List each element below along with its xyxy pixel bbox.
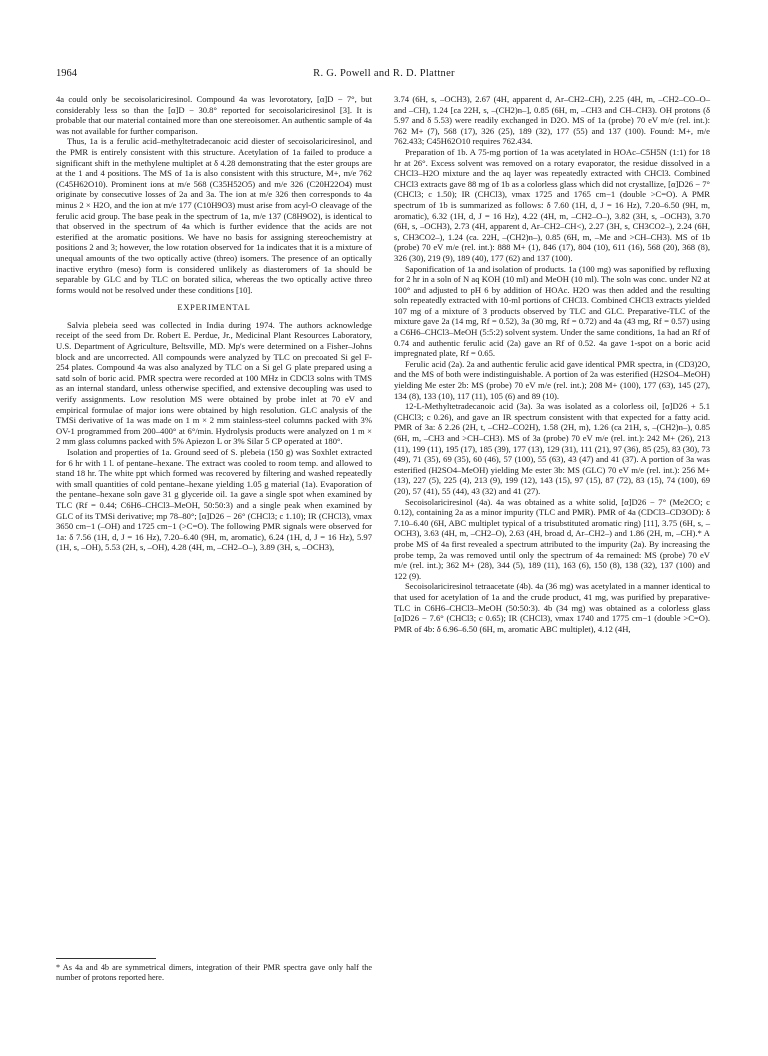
left-column <box>56 94 372 553</box>
running-head-authors: R. G. Powell and R. D. Plattner <box>313 68 455 79</box>
running-header <box>56 68 712 84</box>
section-heading: EXPERIMENTAL <box>177 303 251 313</box>
footnote-divider <box>56 958 156 959</box>
paragraph: 4a could only be secoisolariciresinol. Compound 4a was levorotatory, [α]D − 7°, but considerably less so than the [α]D − 30.8° reported for secoisolariciresinol [3]. It is probable that our material contained more than one stereoisomer. An authentic sample of 4a was not available for further comparison. <box>56 94 372 136</box>
paragraph: Salvia plebeia seed was collected in India during 1974. The authors acknowledge receipt of the seed from Dr. Robert E. Perdue, Jr., Medicinal Plant Resources Laboratory, U.S. Department of Agriculture, Beltsville, MD. Mp's were determined on a Fisher–Johns block and are uncorrected. All compounds were analyzed by TLC on precoated Si gel F-254 plates. Compound 4a was also analyzed by TLC on a Si gel G plate prepared using a satd soln of boric acid. PMR spectra were recorded at 100 MHz in CDCl3 solns with TMS as an internal standard, unless otherwise specified, and extensive decoupling was used to verify assignments. Low resolution MS were obtained by probe inlet at 70 eV and empirical formulae of major ions were obtained by high resolution. GLC analysis of the TMSi derivative of 1a was made on 1 m × 2 mm stainless-steel columns packed with 3% OV-1 programmed from 200–400° at 6°/min. Hydrolysis products were analyzed on 1 m × 2 mm glass columns packed with 5% Apiezon L or 3% Silar 5 CP operated at 180°. <box>56 319 372 447</box>
paragraph: 3.74 (6H, s, –OCH3), 2.67 (4H, apparent d, Ar–CH2–CH), 2.25 (4H, m, –CH2–CO–O– and –CH), 1.24 [ca 22H, s, –(CH2)n–], 0.85 (6H, m, –CH3 and CH–CH3). OH protons (δ 5.97 and δ 5.53) were readily exchanged in D2O. MS of 1a (probe) 70 eV m/e (rel. int.): 762 M+ (7), 568 (17), 326 (25), 189 (32), 177 (55) and 137 (100). Found: M+, m/e 762.433; C45H62O10 requires 762.434. <box>394 94 710 147</box>
paragraph: 12-L-Methyltetradecanoic acid (3a). 3a was isolated as a colorless oil, [α]D26 + 5.1 (CHCl3; c 0.26), and gave an IR spectrum consistent with that expected for a fatty acid. PMR of 3a: δ 2.26 (2H, t, –CH2–CO2H), 1.58 (2H, m), 1.26 (ca 21H, s, –(CH2)n–), 0.85 (6H, m, –CH3 and >CH–CH3). MS of 3a (probe) 70 eV m/e (rel. int.): 242 M+ (26), 213 (11), 199 (11), 195 (17), 185 (39), 177 (13), 129 (31), 111 (21), 97 (36), 85 (25), 83 (30), 73 (49), 71 (35), 69 (35), 60 (46), 57 (100), 55 (63), 43 (47) and 41 (37). A portion of 3a was esterified (H2SO4–MeOH) yielding Me ester 3b: MS (GLC) 70 eV m/e (rel. int.): 256 M+ (13), 227 (5), 225 (4), 213 (9), 199 (12), 143 (15), 97 (15), 87 (72), 83 (15), 74 (100), 69 (20), 57 (41), 55 (44), 43 (32) and 41 (27). <box>394 401 710 496</box>
paragraph: Ferulic acid (2a). 2a and authentic ferulic acid gave identical PMR spectra, in (CD3)2O, and the MS of both were indistinguishable. A portion of 2a was esterified (H2SO4–MeOH) yielding Me ester 2b: MS (probe) 70 eV m/e (rel. int.); 208 M+ (100), 177 (63), 145 (27), 134 (8), 133 (10), 117 (11), 105 (6) and 89 (10). <box>394 358 710 401</box>
paragraph: Saponification of 1a and isolation of products. 1a (100 mg) was saponified by refluxing for 2 hr in a soln of N aq KOH (10 ml) and MeOH (10 ml). The soln was conc. under N2 at 100° and adjusted to pH 6 by addition of HOAc. H2O was then added and the resulting soln repeatedly extracted with 10-ml portions of CHCl3. Combined CHCl3 extracts yielded 107 mg of a mixture of 3 products observed by TLC and GLC. Preparative-TLC of the mixture gave 2a (14 mg, Rf = 0.52), 3a (30 mg, Rf = 0.72) and 4a (43 mg, Rf = 0.57) using a C6H6–CHCl3–MeOH (5:5:2) solvent system. Under the same conditions, 1a had an Rf of 0.74 and authentic ferulic acid (2a) gave an Rf of 0.52. 4a gave 1-spot on a boric acid impregnated plate, Rf = 0.65. <box>394 263 710 359</box>
paragraph: Thus, 1a is a ferulic acid–methyltetradecanoic acid diester of secoisolariciresinol, and the PMR is entirely consistent with this structure. Acetylation of 1a failed to produce a significant shift in the methylene multiplet at δ 4.28 demonstrating that the ester groups are at the 1 and 4 positions. The MS of 1a is also consistent with this structure, M+, m/e 762 (C45H62O10). Prominent ions at m/e 568 (C35H52O5) and m/e 326 (C20H22O4) must originate by consecutive losses of 2a and 3a. The ion at m/e 326 then corresponds to 4a minus 2 × H2O, and the ion at m/e 177 (C10H9O3) must arise from acyl-O cleavage of the ferulic acid group. The base peak in the spectrum of 1a, m/e 137 (C8H9O2), is identical to that observed in the spectrum of 4a which is further evidence that the acids are not esterified at the aromatic positions. We have no basis for assigning stereochemistry at positions 2 and 3; however, the low rotation observed for 1a indicates that it is a mixture of unequal amounts of the two optically active (threo) isomers. The presence of an optically inactive erythro (meso) form is considered unlikely as diasteromers of 1a should be separable by GLC and by TLC on borated silica, whereas the two optically active threo forms would not be resolved under these conditions [10]. <box>56 136 372 295</box>
page-number: 1964 <box>56 68 77 79</box>
paragraph: Secoisolariciresinol tetraacetate (4b). 4a (36 mg) was acetylated in a manner identical to that used for acetylation of 1a and the crude product, 41 mg, was purified by preparative-TLC in C6H6–CHCl3–MeOH (50:50:3). 4b (34 mg) was obtained as a colorless glass [α]D26 − 7.6° (CHCl3; c 0.65); IR (CHCl3), νmax 1740 and 1775 cm−1 (double >C=O). PMR of 4b: δ 6.96–6.50 (6H, m, aromatic ABC multiplet), 4.12 (4H, <box>394 581 710 634</box>
paragraph: Secoisolariciresinol (4a). 4a was obtained as a white solid, [α]D26 − 7° (Me2CO; c 0.12), containing 2a as a minor impurity (TLC and PMR). PMR of 4a (CDCl3–CD3OD): δ 7.10–6.40 (6H, ABC multiplet typical of a trisubstituted aromatic ring) [11], 3.75 (6H, s, –OCH3), 3.63 (4H, m, –CH2–O), 2.63 (4H, broad d, Ar–CH2–) and 1.86 (2H, m, –CH).* A probe MS of 4a first revealed a spectrum attributed to the impurity (2a). By increasing the probe temp, 2a was removed until only the spectrum of 4a remained: MS (probe) 70 eV m/e (rel. int.); 362 M+ (28), 344 (5), 189 (11), 163 (6), 150 (8), 138 (32), 137 (100) and 122 (9). <box>394 496 710 581</box>
right-column <box>394 94 710 634</box>
paragraph: Preparation of 1b. A 75-mg portion of 1a was acetylated in HOAc–C5H5N (1:1) for 18 hr at 26°. Excess solvent was removed on a rotary evaporator, the residue dissolved in a CHCl3–H2O mixture and the aq layer was repeatedly extracted with CHCl3. Combined CHCl3 extracts gave 88 mg of 1b as a colorless glass which did not crystallize, [α]D26 − 7° (CHCl3; c 1.50); IR (CHCl3), νmax 1725 and 1765 cm−1 (double >C=O). A PMR spectrum of 1b is summarized as follows: δ 7.60 (1H, d, J = 16 Hz), 7.20–6.50 (9H, m, aromatic), 6.32 (1H, d, J = 16 Hz), 4.22 (4H, m, –CH2–O–), 3.82 (3H, s, –OCH3), 3.70 (6H, s, –OCH3), 2.73 (4H, apparent d, Ar–CH2–CH<), 2.27 (3H, s, CH3CO2–), 2.24 (6H, s, CH3CO2–), 1.24 (ca. 22H, –(CH2)n–), 0.85 (6H, m, –Me and >CH–CH3). MS of 1b (probe) 70 eV m/e (rel. int.): 888 M+ (1), 846 (17), 804 (10), 611 (16), 568 (20), 368 (8), 326 (30), 219 (9), 189 (40), 177 (62) and 137 (100). <box>394 146 710 263</box>
footnote: * As 4a and 4b are symmetrical dimers, integration of their PMR spectra gave only half the number of protons reported here. <box>56 963 372 983</box>
paragraph: Isolation and properties of 1a. Ground seed of S. plebeia (150 g) was Soxhlet extracted for 6 hr with 1 l. of pentane–hexane. The extract was cooled to room temp. and allowed to stand 18 hr. The white ppt which formed was recovered by filtering and washed repeatedly with small quantities of cold pentane–hexane yielding 1.05 g material (1a). Evaporation of the pentane–hexane soln gave 31 g glyceride oil. 1a gave a single spot when examined by TLC (Rf = 0.44; C6H6–CHCl3–MeOH, 50:50:3) and a single peak when examined by GLC of its TMSi derivative; mp 78–80°; [α]D26 − 26° (CHCl3; c 1.10); IR (CHCl3), νmax 3650 cm−1 (–OH) and 1725 cm−1 (>C=O). The following PMR signals were observed for 1a: δ 7.56 (1H, d, J = 16 Hz), 7.20–6.40 (9H, m, aromatic), 6.24 (1H, d, J = 16 Hz), 5.97 (1H, s, –OH), 5.53 (2H, s, –OH), 4.28 (4H, m, –CH2–O–), 3.89 (3H, s, –OCH3), <box>56 447 372 553</box>
